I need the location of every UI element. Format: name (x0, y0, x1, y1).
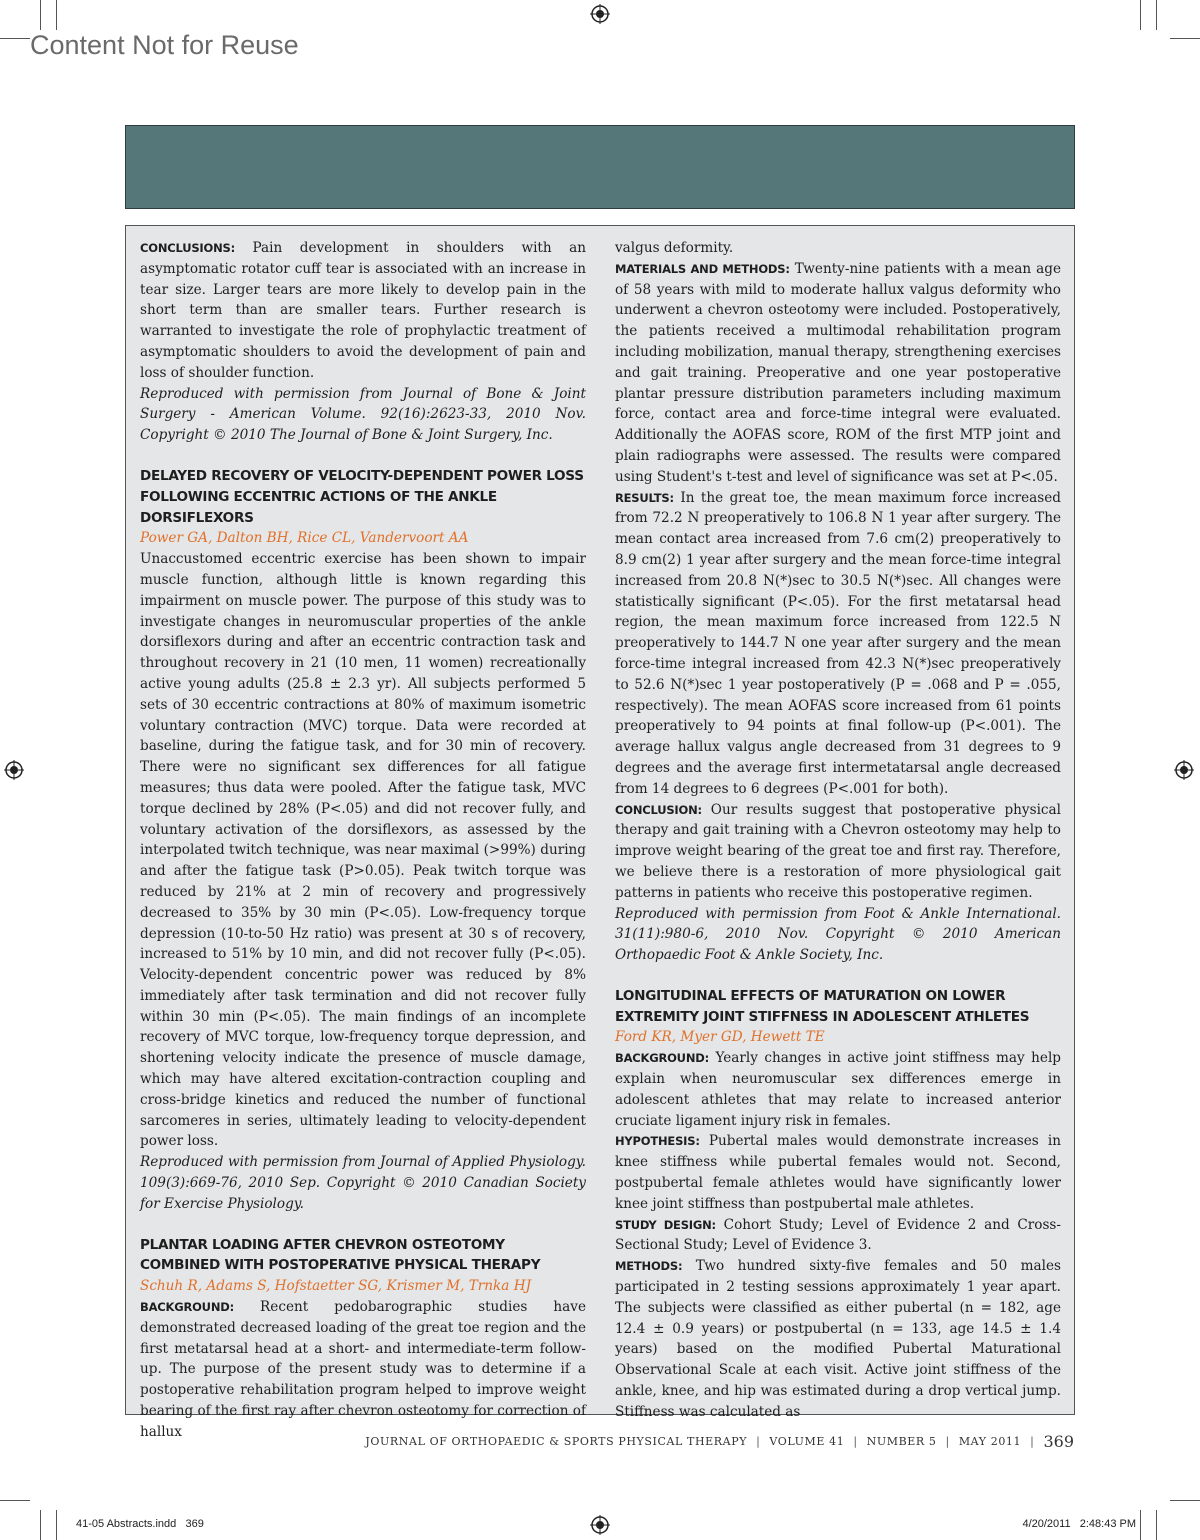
permission-credit: Reproduced with permission from Journal of Bone & Joint Surgery - American Volume. 92(16):2623-33, 2010 Nov. Copyright © 2010 The Journal of Bone & Joint Surgery, Inc. (140, 385, 586, 444)
paragraph-text: Pubertal males would demonstrate increases in knee stiffness while pubertal females would not. Second, postpubertal female athletes would have significantly lower knee joint stiffness than postpubertal male athletes. (615, 1133, 1061, 1212)
conclusions-paragraph (140, 238, 586, 384)
section-label: STUDY DESIGN: (615, 1217, 716, 1232)
crop-mark (56, 1510, 57, 1540)
background-paragraph (615, 1048, 1061, 1131)
background-paragraph (140, 1297, 586, 1443)
methods-paragraph (615, 1256, 1061, 1422)
permission-credit: Reproduced with permission from Journal of Applied Physiology. 109(3):669-76, 2010 Sep. Copyright © 2010 Canadian Society for Exercise Physiology. (140, 1154, 586, 1212)
section-label: CONCLUSION: (615, 802, 702, 817)
crop-mark (40, 0, 41, 30)
paragraph-text: Twenty-nine patients with a mean age of 58 years with mild to moderate hallux valgus deformity who underwent a chevron osteotomy were included. Postoperatively, the patients received a multimodal rehabilitation program including mobilization, manual therapy, strengthening exercises and gait training. Preoperative and one year postoperative plantar pressure distribution parameters including maximum force, contact area and force-time integral were evaluated. Additionally the AOFAS score, ROM of the first MTP joint and plain radiographs were assessed. The results were compared using Student's t-test and level of significance was set at P<.05. (615, 260, 1061, 485)
hypothesis-paragraph (615, 1131, 1061, 1214)
article-authors: Power GA, Dalton BH, Rice CL, Vandervoort AA (140, 530, 469, 547)
crop-mark (0, 38, 30, 39)
page-footer (365, 1432, 1074, 1451)
crop-mark (1140, 1510, 1141, 1540)
registration-mark-icon (4, 760, 24, 780)
section-label: METHODS: (615, 1259, 683, 1274)
continuation-text: valgus deformity. (615, 240, 734, 256)
article-title: DELAYED RECOVERY OF VELOCITY-DEPENDENT POWER LOSS FOLLOWING ECCENTRIC ACTIONS OF THE ANKLE DORSIFLEXORS (140, 467, 584, 526)
article-authors: Ford KR, Myer GD, Hewett TE (615, 1029, 825, 1046)
conclusion-paragraph (615, 800, 1061, 904)
permission-credit: Reproduced with permission from Foot & Ankle International. 31(11):980-6, 2010 Nov. Copyright © 2010 American Orthopaedic Foot & Ankle Society, Inc. (615, 905, 1061, 964)
crop-mark (40, 1510, 41, 1540)
journal-volume: VOLUME 41 (769, 1435, 845, 1448)
journal-name: JOURNAL OF ORTHOPAEDIC & SPORTS PHYSICAL THERAPY (365, 1435, 748, 1448)
article-body: Unaccustomed eccentric exercise has been shown to impair muscle function, although little is known regarding this impairment on muscle power. The purpose of this study was to investigate changes in neuromuscular properties of the ankle dorsiflexors during and after an eccentric contraction task and throughout recovery in 21 (10 men, 11 women) recreationally active young adults (25.8 ± 2.3 yr). All subjects performed 5 sets of 30 eccentric contractions at 80% of maximum isometric voluntary contraction (MVC) torque. Data were recorded at baseline, during the fatigue task, and for 30 min of recovery. There were no significant sex differences for all fatigue measures; thus data were pooled. After the fatigue task, MVC torque declined by 28% (P<.05) and did not recover fully, and voluntary activation of the dorsiflexors, as assessed by the interpolated twitch technique, was near maximal (>99%) during and after the fatigue task (P>0.05). Peak twitch torque was reduced by 21% at 2 min of recovery and progressively decreased to 35% by 30 min (P<.05). Low-frequency torque depression (10-to-50 Hz ratio) was present at 30 s of recovery, increased to 51% by 10 min, and did not recover fully (P<.05). Velocity-dependent concentric power was reduced by 8% immediately after task termination and did not recover fully within 30 min (P<.05). The main findings of an incomplete recovery of MVC torque, low-frequency torque depression, and shortening velocity indicate the presence of muscle damage, which may have altered excitation-contraction coupling and cross-bridge kinetics and reduced the number of functional sarcomeres in series, ultimately leading to velocity-dependent power loss. (140, 551, 586, 1150)
section-label: CONCLUSIONS: (140, 241, 235, 255)
results-paragraph (615, 488, 1061, 800)
print-timestamp: 4/20/2011 2:48:43 PM (1022, 1518, 1136, 1530)
paragraph-text: Yearly changes in active joint stiffness may help explain when neuromuscular sex differences emerge in adolescent athletes that may relate to increased anterior cruciate ligament injury risk in females. (615, 1050, 1061, 1129)
paragraph-text: Cohort Study; Level of Evidence 2 and Cross-Sectional Study; Level of Evidence 3. (615, 1216, 1061, 1254)
footer-separator: | (945, 1435, 950, 1448)
footer-separator: | (756, 1435, 761, 1448)
section-label: BACKGROUND: (615, 1051, 709, 1066)
section-label: MATERIALS AND METHODS: (615, 261, 790, 276)
crop-mark (1156, 0, 1157, 30)
footer-separator: | (1030, 1435, 1035, 1448)
paragraph-text: In the great toe, the mean maximum force increased from 72.2 N preoperatively to 106.8 N 1 year after surgery. The mean contact area increased from 7.6 cm(2) preoperatively to 8.9 cm(2) 1 year after surgery and the mean force-time integral increased from 20.8 N(*)sec to 30.5 N(*)sec. All changes were statistically significant (P<.05). For the first metatarsal head region, the mean maximum force increased from 122.5 N preoperatively to 144.7 N one year after surgery and the mean force-time integral increased from 42.3 N(*)sec preoperatively to 52.6 N(*)sec 1 year postoperatively (P = .068 and P = .055, respectively). The mean AOFAS score increased from 61 points preoperatively to 94 points at final follow-up (P<.001). The average hallux valgus angle decreased from 31 degrees to 9 degrees and the average first intermetatarsal angle decreased from 14 degrees to 6 degrees (P<.001 for both). (615, 489, 1062, 797)
registration-mark-icon (590, 4, 610, 24)
header-banner (125, 125, 1075, 209)
journal-number: NUMBER 5 (866, 1435, 937, 1448)
crop-mark (1156, 1510, 1157, 1540)
right-column (615, 238, 1061, 1423)
footer-separator: | (853, 1435, 858, 1448)
crop-mark (56, 0, 57, 30)
registration-mark-icon (590, 1515, 610, 1535)
crop-mark (1170, 1500, 1200, 1501)
watermark: Content Not for Reuse (30, 30, 299, 60)
paragraph-text: Two hundred sixty-five females and 50 males participated in 2 testing sessions approximately 1 year apart. The subjects were classified as either pubertal (n = 182, age 12.4 ± 0.9 years) or postpubertal (n = 133, age 14.5 ± 1.4 years) based on the modified Pubertal Maturational Observational Scale at each visit. Active joint stiffness of the ankle, knee, and hip was estimated during a drop vertical jump. Stiffness was calculated as (615, 1258, 1061, 1420)
paragraph-text: Pain development in shoulders with an asymptomatic rotator cuff tear is associated with an increase in tear size. Larger tears are more likely to develop pain in the short term than are smaller tears. Further research is warranted to investigate the role of prophylactic treatment of asymptomatic shoulders to avoid the development of pain and loss of shoulder function. (140, 240, 587, 381)
file-slug: 41-05 Abstracts.indd 369 (76, 1518, 204, 1530)
section-label: BACKGROUND: (140, 1300, 234, 1315)
study-design-paragraph (615, 1215, 1061, 1257)
section-label: RESULTS: (615, 490, 674, 505)
registration-mark-icon (1174, 760, 1194, 780)
left-column (140, 238, 586, 1443)
page-number: 369 (1043, 1432, 1074, 1451)
crop-mark (1170, 38, 1200, 39)
paragraph-text: Recent pedobarographic studies have demonstrated decreased loading of the great toe region and the first metatarsal head at a short- and intermediate-term follow-up. The purpose of the present study was to determine if a postoperative rehabilitation program helped to improve weight bearing of the first ray after chevron osteotomy for correction of hallux (140, 1299, 587, 1440)
crop-mark (0, 1500, 30, 1501)
section-label: HYPOTHESIS: (615, 1134, 700, 1149)
article-title: LONGITUDINAL EFFECTS OF MATURATION ON LOWER EXTREMITY JOINT STIFFNESS IN ADOLESCENT ATHLETES (615, 987, 1030, 1025)
article-title: PLANTAR LOADING AFTER CHEVRON OSTEOTOMY COMBINED WITH POSTOPERATIVE PHYSICAL THERAPY (140, 1236, 541, 1274)
crop-mark (1140, 0, 1141, 30)
paragraph-text: Our results suggest that postoperative physical therapy and gait training with a Chevron osteotomy may help to improve weight bearing of the great toe and first ray. Therefore, we believe there is a restoration of more physiological gait patterns in patients who receive this postoperative regimen. (615, 801, 1061, 901)
article-authors: Schuh R, Adams S, Hofstaetter SG, Krismer M, Trnka HJ (140, 1278, 532, 1295)
journal-date: MAY 2011 (958, 1435, 1022, 1448)
materials-paragraph (615, 259, 1061, 488)
abstracts-panel (125, 225, 1075, 1440)
